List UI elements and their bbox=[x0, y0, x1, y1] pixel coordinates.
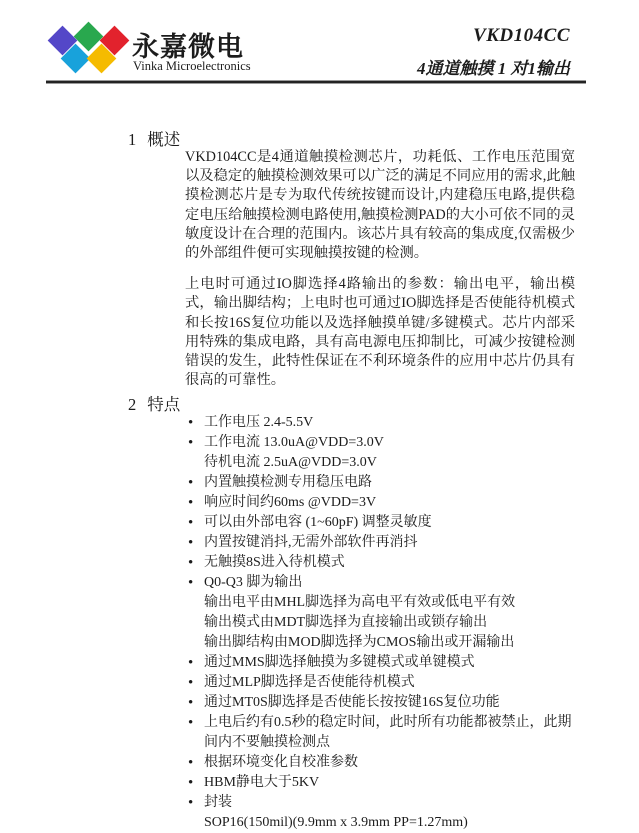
feature-item bbox=[187, 553, 579, 573]
header-divider bbox=[46, 80, 586, 84]
feature-item bbox=[187, 693, 579, 713]
feature-item bbox=[187, 513, 579, 533]
feature-line: SOP16(150mil)(9.9mm x 3.9mm PP=1.27mm) bbox=[204, 815, 468, 830]
feature-line: • Q0-Q3 脚为输出 bbox=[204, 575, 303, 590]
section-number: 2 bbox=[128, 395, 137, 414]
feature-line: • 内置触摸检测专用稳压电路 bbox=[204, 475, 372, 490]
logo-mark-icon bbox=[47, 22, 133, 74]
feature-line: • 可以由外部电容 (1~60pF) 调整灵敏度 bbox=[204, 515, 432, 530]
section-title: 概述 bbox=[147, 130, 181, 149]
company-logo bbox=[47, 22, 277, 78]
feature-line: • 无触摸8S进入待机模式 bbox=[204, 555, 345, 570]
feature-item bbox=[187, 653, 579, 673]
feature-item bbox=[187, 533, 579, 553]
feature-line: • 响应时间约60ms @VDD=3V bbox=[204, 495, 377, 510]
brand-name-english: Vinka Microelectronics bbox=[133, 59, 251, 73]
feature-item bbox=[187, 573, 579, 653]
features-list bbox=[187, 413, 579, 833]
feature-item bbox=[187, 673, 579, 693]
feature-line: • 工作电流 13.0uA@VDD=3.0V bbox=[204, 435, 384, 450]
feature-line: • 工作电压 2.4-5.5V bbox=[204, 415, 314, 430]
overview-paragraph: VKD104CC是4通道触摸检测芯片，功耗低、工作电压范围宽以及稳定的触摸检测效果可以广泛的满足不同应用的需求,此触摸检测芯片是专为取代传统按键而设计,内建稳压电路,提供稳定电压给触摸检测电路使用,触摸检测PAD的大小可依不同的灵敏度设计在合理的范围内。该芯片具有较高的集成度,仅需极少的外部组件便可实现触摸按键的检测。 bbox=[185, 149, 575, 262]
feature-item bbox=[187, 793, 579, 833]
brand-name-chinese: 永嘉微电 bbox=[132, 32, 244, 62]
feature-item bbox=[187, 493, 579, 513]
part-subtitle: 4通道触摸 1 对1输出 bbox=[417, 59, 570, 78]
part-number: VKD104CC bbox=[473, 25, 570, 46]
feature-line: • 上电后约有0.5秒的稳定时间，此时所有功能都被禁止，此期间内不要触摸检测点 bbox=[204, 715, 572, 750]
section-1-heading bbox=[128, 126, 180, 150]
feature-line: 输出电平由MHL脚选择为高电平有效或低电平有效 bbox=[204, 595, 516, 610]
feature-line: • 通过MT0S脚选择是否使能长按按键16S复位功能 bbox=[204, 695, 500, 710]
feature-item bbox=[187, 433, 579, 473]
feature-line: • HBM静电大于5KV bbox=[204, 775, 320, 790]
section-title: 特点 bbox=[147, 395, 181, 414]
feature-item bbox=[187, 473, 579, 493]
section-number: 1 bbox=[128, 130, 137, 149]
feature-item bbox=[187, 773, 579, 793]
overview-paragraph: 上电时可通过IO脚选择4路输出的参数：输出电平，输出模式，输出脚结构；上电时也可通过IO脚选择是否使能待机模式和长按16S复位功能以及选择触摸单键/多键模式。芯片内部采用特殊的集成电路，具有高电源电压抑制比，可减少按键检测错误的发生，此特性保证在不利环境条件的应用中芯片仍具有很高的可靠性。 bbox=[185, 276, 575, 389]
feature-line: • 封装 bbox=[204, 795, 232, 810]
feature-line: • 通过MLP脚选择是否使能待机模式 bbox=[204, 675, 415, 690]
document-title-block bbox=[417, 25, 570, 79]
feature-line: 输出脚结构由MOD脚选择为CMOS输出或开漏输出 bbox=[204, 635, 515, 650]
feature-line: 输出模式由MDT脚选择为直接输出或锁存输出 bbox=[204, 615, 488, 630]
feature-item bbox=[187, 753, 579, 773]
overview-paragraphs bbox=[185, 148, 575, 402]
feature-item bbox=[187, 713, 579, 753]
feature-line: • 通过MMS脚选择触摸为多键模式或单键模式 bbox=[204, 655, 475, 670]
feature-item bbox=[187, 413, 579, 433]
feature-line: 待机电流 2.5uA@VDD=3.0V bbox=[204, 455, 377, 470]
section-2-heading bbox=[128, 391, 180, 415]
feature-line: • 内置按键消抖,无需外部软件再消抖 bbox=[204, 535, 418, 550]
feature-line: • 根据环境变化自校准参数 bbox=[204, 755, 358, 770]
